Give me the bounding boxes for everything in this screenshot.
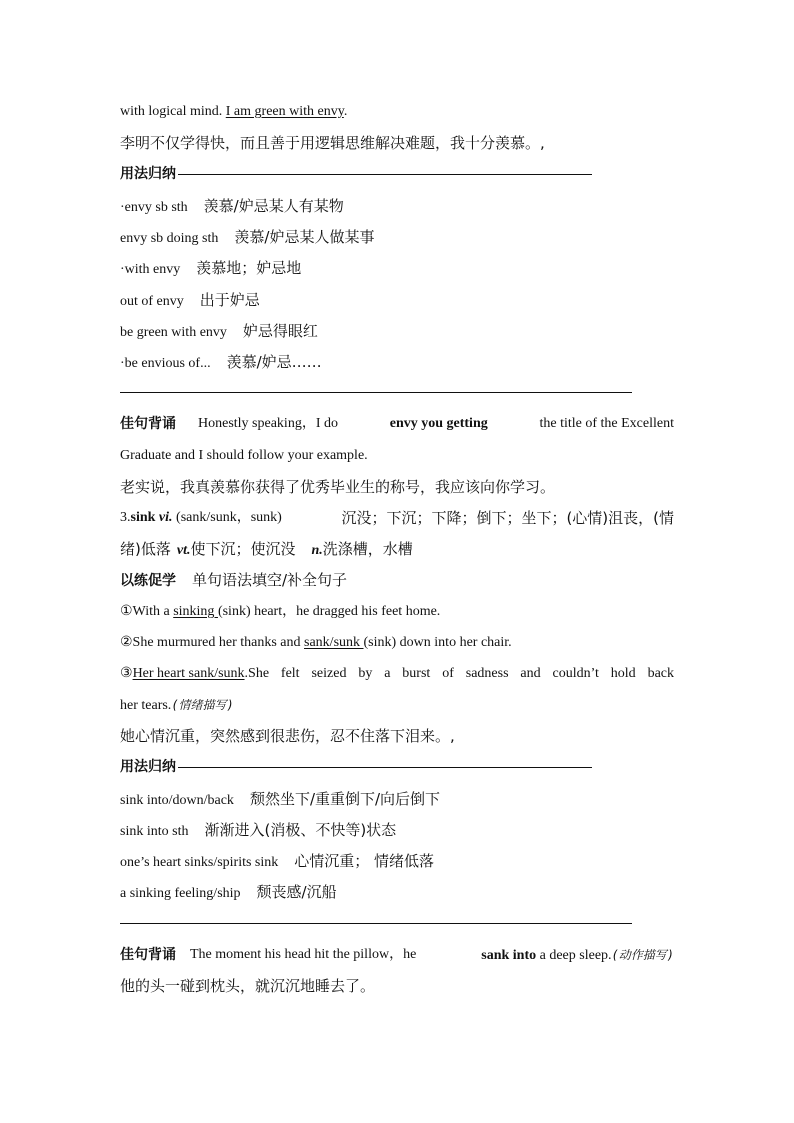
model-sentence-1-cont: Graduate and I should follow your example. — [120, 448, 368, 463]
usage-item: one’s heart sinks/spirits sink 心情沉重； 情绪低落 — [120, 852, 435, 870]
section-divider — [120, 392, 632, 393]
usage-heading-1: 用法归纳 — [120, 164, 592, 185]
description-note: (动作描写) — [611, 948, 674, 962]
intro-sentence: with logical mind. I am green with envy. — [120, 104, 348, 119]
usage-heading-2: 用法归纳 — [120, 757, 592, 778]
model-sentence-1-translation: 老实说，我真羡慕你获得了优秀毕业生的称号，我应该向你学习。 — [120, 478, 556, 496]
intro-text: with logical mind. — [120, 104, 226, 119]
practice-heading: 以练促学 单句语法填空/补全句子 — [120, 571, 348, 589]
answer-underlined: Her heart sank/sunk — [132, 666, 245, 681]
practice-question-2: ②She murmured her thanks and sank/sunk (sink) down into her chair. — [120, 635, 512, 650]
practice-question-3-translation: 她心情沉重，突然感到很悲伤，忍不住落下泪来。, — [120, 727, 455, 745]
vocab-entry-sink-cont: 绪)低落 vt.使下沉；使沉没 n.洗涤槽，水槽 — [120, 540, 413, 558]
model-sentence-label: 佳句背诵 — [120, 416, 176, 432]
model-sentence-1: 佳句背诵 Honestly speaking，I do envy you getting the title of the Excellent — [120, 416, 674, 432]
practice-question-1: ①With a sinking (sink) heart，he dragged his feet home. — [120, 604, 441, 619]
usage-item: be green with envy 妒忌得眼红 — [120, 322, 318, 340]
usage-item: ·with envy 羡慕地；妒忌地 — [120, 259, 302, 277]
model-sentence-label: 佳句背诵 — [120, 947, 176, 963]
usage-item: sink into sth 渐渐进入(消极、不快等)状态 — [120, 821, 397, 839]
practice-question-3-cont: her tears.(情绪描写) — [120, 698, 234, 713]
usage-item: envy sb doing sth 羡慕/妒忌某人做某事 — [120, 228, 375, 246]
answer-underlined: sank/sunk — [304, 635, 364, 650]
sink-meanings: 沉没；下沉；下降；倒下；坐下；(心情)沮丧，(情 — [341, 509, 674, 527]
heading-rule — [178, 174, 592, 175]
intro-translation: 李明不仅学得快，而且善于用逻辑思维解决难题，我十分羡慕。, — [120, 134, 545, 152]
practice-question-3: ③ Her heart sank/sunk .She felt seized by a burst of sadness and couldn’t hold back — [120, 664, 674, 684]
answer-underlined: sinking — [173, 604, 218, 619]
section-divider — [120, 923, 632, 924]
usage-item: a sinking feeling/ship 颓丧感/沉船 — [120, 883, 337, 901]
usage-item: sink into/down/back 颓然坐下/重重倒下/向后倒下 — [120, 790, 441, 808]
headword: sink — [130, 510, 156, 525]
description-note: (情绪描写) — [171, 698, 234, 712]
intro-underlined-answer: I am green with envy — [225, 104, 344, 119]
model-sentence-2: 佳句背诵 The moment his head hit the pillow，he sank into a deep sleep.(动作描写) — [120, 945, 674, 966]
heading-rule — [178, 767, 592, 768]
vocab-entry-sink: 3.sink vi. (sank/sunk，sunk) 沉没；下沉；下降；倒下；坐下；(心情)沮丧，(情 — [120, 509, 674, 527]
usage-item: ·be envious of... 羡慕/妒忌…… — [120, 353, 322, 371]
model-sentence-2-translation: 他的头一碰到枕头，就沉沉地睡去了。 — [120, 977, 376, 995]
usage-item: out of envy 出于妒忌 — [120, 291, 260, 309]
usage-item: ·envy sb sth 羡慕/妒忌某人有某物 — [120, 197, 344, 215]
